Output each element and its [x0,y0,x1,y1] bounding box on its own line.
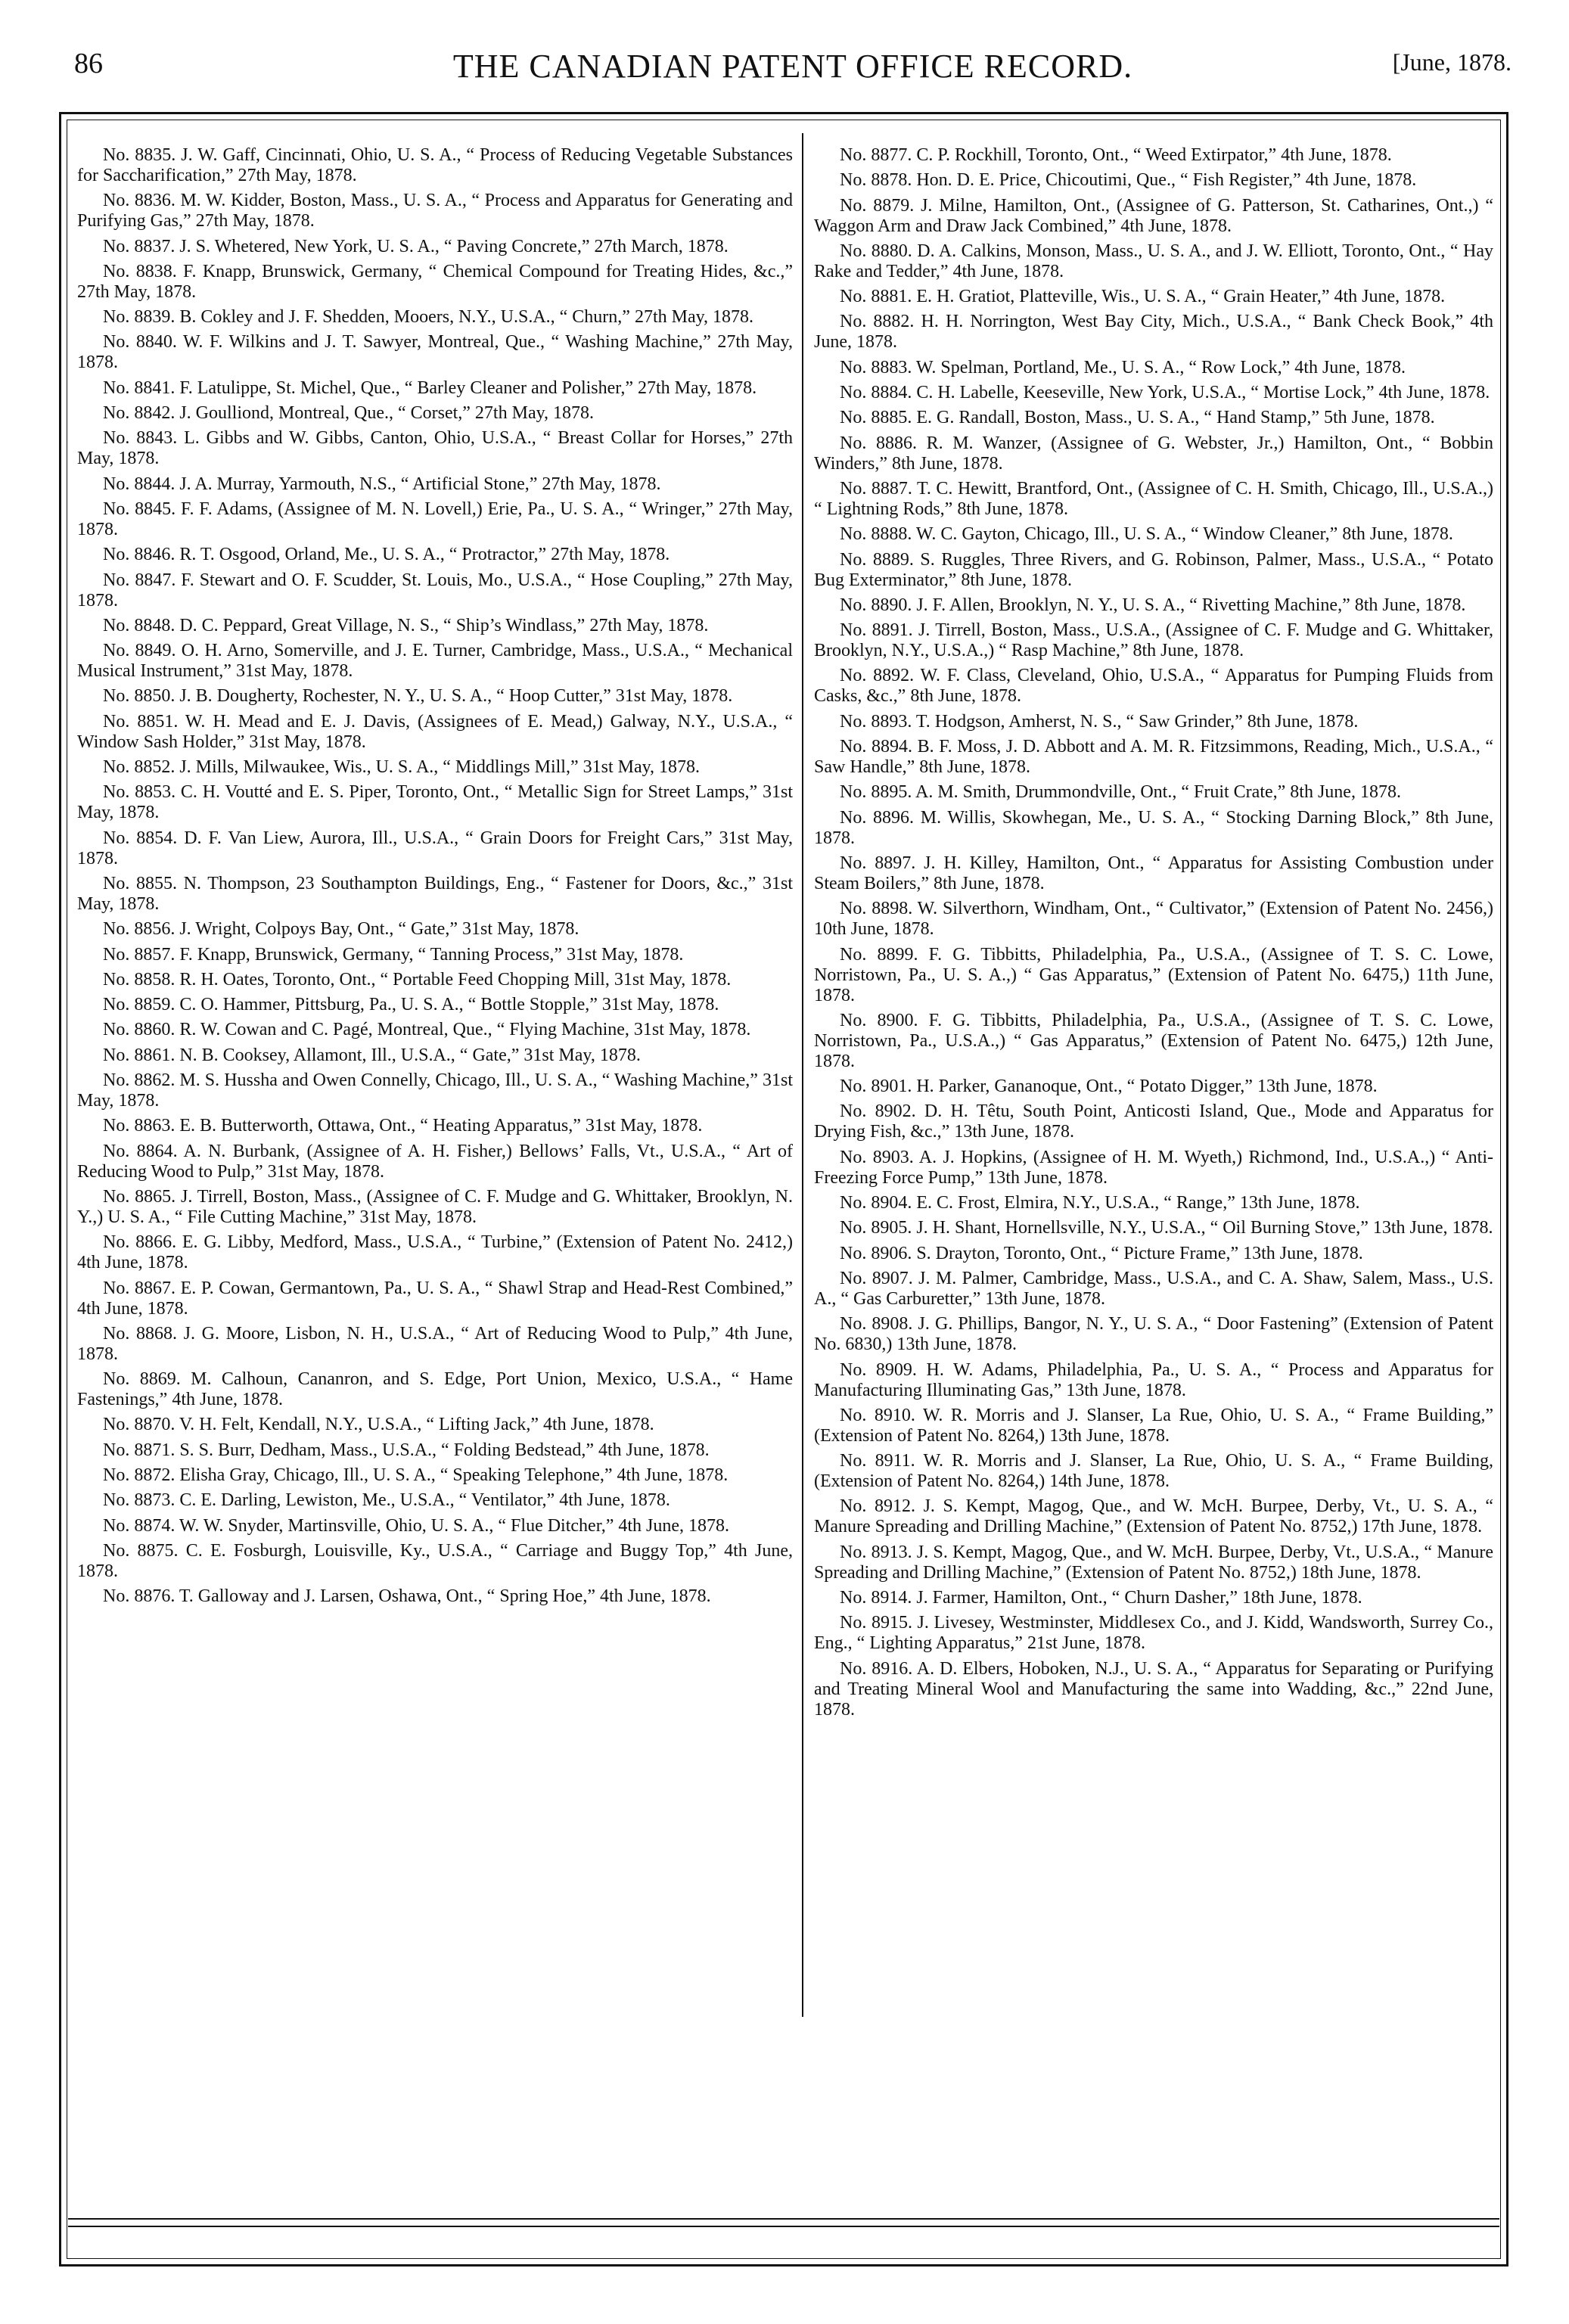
patent-entry: No. 8913. J. S. Kempt, Magog, Que., and W. McH. Burpee, Derby, Vt., U.S.A., “ Manure Spreading and Drilling Machine,” (Extension of Patent No. 8752,) 18th June, 1878. [814,1542,1493,1583]
patent-entry: No. 8887. T. C. Hewitt, Brantford, Ont., (Assignee of C. H. Smith, Chicago, Ill., U.S.A.,) “ Lightning Rods,” 8th June, 1878. [814,478,1493,519]
patent-entry: No. 8837. J. S. Whetered, New York, U. S. A., “ Paving Concrete,” 27th March, 1878. [103,236,729,256]
patent-entry: No. 8897. J. H. Killey, Hamilton, Ont., “ Apparatus for Assisting Combustion under Steam Boilers,” 8th June, 1878. [814,853,1493,893]
bottom-rule [68,2218,1499,2220]
patent-entry: No. 8910. W. R. Morris and J. Slanser, La Rue, Ohio, U. S. A., “ Frame Building,” (Extension of Patent No. 8264,) 13th June, 1878. [814,1405,1493,1446]
patent-entry: No. 8885. E. G. Randall, Boston, Mass., U. S. A., “ Hand Stamp,” 5th June, 1878. [840,408,1435,428]
patent-entry: No. 8882. H. H. Norrington, West Bay City, Mich., U.S.A., “ Bank Check Book,” 4th June, 1878. [814,312,1493,353]
patent-entry: No. 8855. N. Thompson, 23 Southampton Buildings, Eng., “ Fastener for Doors, &c.,” 31st May, 1878. [77,873,793,914]
patent-entry: No. 8868. J. G. Moore, Lisbon, N. H., U.S.A., “ Art of Reducing Wood to Pulp,” 4th June, 1878. [77,1323,793,1364]
patent-entry: No. 8862. M. S. Hussha and Owen Connelly, Chicago, Ill., U. S. A., “ Washing Machine,” 31st May, 1878. [77,1070,793,1111]
patent-entry: No. 8860. R. W. Cowan and C. Pagé, Montreal, Que., “ Flying Machine, 31st May, 1878. [103,1020,751,1040]
patent-entry: No. 8891. J. Tirrell, Boston, Mass., U.S.A., (Assignee of C. F. Mudge and G. Whittaker, Brooklyn, N.Y., U.S.A.,) “ Rasp Machine,” 8th June, 1878. [814,620,1493,661]
patent-entry: No. 8914. J. Farmer, Hamilton, Ont., “ Churn Dasher,” 18th June, 1878. [840,1587,1362,1608]
patent-entry: No. 8909. H. W. Adams, Philadelphia, Pa., U. S. A., “ Process and Apparatus for Manufacturing Illuminating Gas,” 13th June, 1878. [814,1359,1493,1400]
patent-entry: No. 8901. H. Parker, Gananoque, Ont., “ Potato Digger,” 13th June, 1878. [840,1077,1378,1097]
patent-entry: No. 8856. J. Wright, Colpoys Bay, Ont., “ Gate,” 31st May, 1878. [103,919,579,940]
patent-entry: No. 8852. J. Mills, Milwaukee, Wis., U. S. A., “ Middlings Mill,” 31st May, 1878. [103,757,701,778]
patent-entry: No. 8877. C. P. Rockhill, Toronto, Ont., “ Weed Extirpator,” 4th June, 1878. [840,145,1392,165]
patent-entry: No. 8874. W. W. Snyder, Martinsville, Ohio, U. S. A., “ Flue Ditcher,” 4th June, 1878. [103,1515,730,1536]
patent-entry: No. 8892. W. F. Class, Cleveland, Ohio, U.S.A., “ Apparatus for Pumping Fluids from Casks, &c.,” 8th June, 1878. [814,666,1493,707]
patent-entry: No. 8884. C. H. Labelle, Keeseville, New York, U.S.A., “ Mortise Lock,” 4th June, 1878. [840,383,1490,403]
patent-entry: No. 8870. V. H. Felt, Kendall, N.Y., U.S.A., “ Lifting Jack,” 4th June, 1878. [103,1415,654,1435]
patent-entry: No. 8864. A. N. Burbank, (Assignee of A. H. Fisher,) Bellows’ Falls, Vt., U.S.A., “ Art of Reducing Wood to Pulp,” 31st May, 1878. [77,1141,793,1182]
patent-entry: No. 8857. F. Knapp, Brunswick, Germany, “ Tanning Process,” 31st May, 1878. [103,944,684,965]
bottom-rule [68,2226,1499,2227]
patent-entry: No. 8902. D. H. Têtu, South Point, Anticosti Island, Que., Mode and Apparatus for Drying Fish, &c.,” 13th June, 1878. [814,1101,1493,1142]
patent-entry: No. 8916. A. D. Elbers, Hoboken, N.J., U. S. A., “ Apparatus for Separating or Purifying and Treating Mineral Wool and Manufacturing the same into Wadding, &c.,” 22nd June, 1878. [814,1658,1493,1720]
patent-entry: No. 8889. S. Ruggles, Three Rivers, and G. Robinson, Palmer, Mass., U.S.A., “ Potato Bug Exterminator,” 8th June, 1878. [814,549,1493,590]
patent-entry: No. 8888. W. C. Gayton, Chicago, Ill., U. S. A., “ Window Cleaner,” 8th June, 1878. [840,524,1453,545]
patent-entry: No. 8845. F. F. Adams, (Assignee of M. N. Lovell,) Erie, Pa., U. S. A., “ Wringer,” 27th May, 1878. [77,499,793,539]
patent-entry: No. 8850. J. B. Dougherty, Rochester, N. Y., U. S. A., “ Hoop Cutter,” 31st May, 1878. [103,686,733,707]
patent-entry: No. 8905. J. H. Shant, Hornellsville, N.Y., U.S.A., “ Oil Burning Stove,” 13th June, 1878. [840,1218,1493,1238]
patent-entry: No. 8886. R. M. Wanzer, (Assignee of G. Webster, Jr.,) Hamilton, Ont., “ Bobbin Winders,” 8th June, 1878. [814,433,1493,474]
page-header [74,47,1512,100]
patent-entry: No. 8866. E. G. Libby, Medford, Mass., U.S.A., “ Turbine,” (Extension of Patent No. 2412,) 4th June, 1878. [77,1232,793,1273]
patent-entry: No. 8842. J. Goulliond, Montreal, Que., “ Corset,” 27th May, 1878. [103,403,595,424]
patent-entry: No. 8844. J. A. Murray, Yarmouth, N.S., “ Artificial Stone,” 27th May, 1878. [103,474,661,494]
patent-entry: No. 8851. W. H. Mead and E. J. Davis, (Assignees of E. Mead,) Galway, N.Y., U.S.A., “ Window Sash Holder,” 31st May, 1878. [77,711,793,752]
patent-entry: No. 8838. F. Knapp, Brunswick, Germany, “ Chemical Compound for Treating Hides, &c.,” 27th May, 1878. [77,261,793,302]
patent-entry: No. 8915. J. Livesey, Westminster, Middlesex Co., and J. Kidd, Wandsworth, Surrey Co., Eng., “ Lighting Apparatus,” 21st June, 1878. [814,1613,1493,1654]
patent-entry: No. 8846. R. T. Osgood, Orland, Me., U. S. A., “ Protractor,” 27th May, 1878. [103,545,670,565]
patent-entry: No. 8835. J. W. Gaff, Cincinnati, Ohio, U. S. A., “ Process of Reducing Vegetable Substances for Saccharification,” 27th May, 1878. [77,145,793,185]
patent-entry: No. 8900. F. G. Tibbitts, Philadelphia, Pa., U.S.A., (Assignee of T. S. C. Lowe, Norristown, Pa., U.S.A.,) “ Gas Apparatus,” (Extension of Patent No. 6475,) 12th June, 1878. [814,1010,1493,1071]
patent-entry: No. 8858. R. H. Oates, Toronto, Ont., “ Portable Feed Chopping Mill, 31st May, 1878. [103,969,732,990]
patent-entry: No. 8883. W. Spelman, Portland, Me., U. S. A., “ Row Lock,” 4th June, 1878. [840,357,1406,377]
patent-entry: No. 8847. F. Stewart and O. F. Scudder, St. Louis, Mo., U.S.A., “ Hose Coupling,” 27th May, 1878. [77,570,793,611]
issue-date: [June, 1878. [1392,48,1512,76]
patent-entry: No. 8843. L. Gibbs and W. Gibbs, Canton, Ohio, U.S.A., “ Breast Collar for Horses,” 27th May, 1878. [77,428,793,469]
patent-entry: No. 8840. W. F. Wilkins and J. T. Sawyer, Montreal, Que., “ Washing Machine,” 27th May, 1878. [77,332,793,373]
right-column [814,145,1493,1725]
patent-entry: No. 8912. J. S. Kempt, Magog, Que., and W. McH. Burpee, Derby, Vt., U. S. A., “ Manure Spreading and Drilling Machine,” (Extension of Patent No. 8752,) 17th June, 1878. [814,1496,1493,1537]
patent-entry: No. 8839. B. Cokley and J. F. Shedden, Mooers, N.Y., U.S.A., “ Churn,” 27th May, 1878. [103,307,754,328]
column-divider [802,133,803,2017]
patent-entry: No. 8880. D. A. Calkins, Monson, Mass., U. S. A., and J. W. Elliott, Toronto, Ont., “ Hay Rake and Tedder,” 4th June, 1878. [814,241,1493,281]
patent-entry: No. 8841. F. Latulippe, St. Michel, Que., “ Barley Cleaner and Polisher,” 27th May, 1878. [103,377,757,398]
patent-entry: No. 8895. A. M. Smith, Drummondville, Ont., “ Fruit Crate,” 8th June, 1878. [840,782,1401,803]
patent-entry: No. 8881. E. H. Gratiot, Platteville, Wis., U. S. A., “ Grain Heater,” 4th June, 1878. [840,287,1446,307]
patent-entry: No. 8896. M. Willis, Skowhegan, Me., U. S. A., “ Stocking Darning Block,” 8th June, 1878. [814,807,1493,848]
patent-entry: No. 8859. C. O. Hammer, Pittsburg, Pa., U. S. A., “ Bottle Stopple,” 31st May, 1878. [103,995,719,1015]
patent-entry: No. 8903. A. J. Hopkins, (Assignee of H. M. Wyeth,) Richmond, Ind., U.S.A.,) “ Anti-Freezing Force Pump,” 13th June, 1878. [814,1147,1493,1188]
patent-entry: No. 8854. D. F. Van Liew, Aurora, Ill., U.S.A., “ Grain Doors for Freight Cars,” 31st May, 1878. [77,828,793,868]
patent-entry: No. 8869. M. Calhoun, Cananron, and S. Edge, Port Union, Mexico, U.S.A., “ Hame Fastenings,” 4th June, 1878. [77,1369,793,1410]
patent-entry: No. 8872. Elisha Gray, Chicago, Ill., U. S. A., “ Speaking Telephone,” 4th June, 1878. [103,1465,729,1485]
patent-entry: No. 8911. W. R. Morris and J. Slanser, La Rue, Ohio, U. S. A., “ Frame Building, (Extension of Patent No. 8264,) 14th June, 1878. [814,1451,1493,1492]
patent-entry: No. 8899. F. G. Tibbitts, Philadelphia, Pa., U.S.A., (Assignee of T. S. C. Lowe, Norristown, Pa., U. S. A.,) “ Gas Apparatus,” (Extension of Patent No. 6475,) 11th June, 1878. [814,944,1493,1005]
patent-entry: No. 8861. N. B. Cooksey, Allamont, Ill., U.S.A., “ Gate,” 31st May, 1878. [103,1045,641,1065]
patent-entry: No. 8878. Hon. D. E. Price, Chicoutimi, Que., “ Fish Register,” 4th June, 1878. [840,170,1417,191]
page-number: 86 [74,48,103,79]
patent-entry: No. 8853. C. H. Voutté and E. S. Piper, Toronto, Ont., “ Metallic Sign for Street Lamps,” 31st May, 1878. [77,782,793,823]
patent-entry: No. 8904. E. C. Frost, Elmira, N.Y., U.S.A., “ Range,” 13th June, 1878. [840,1193,1360,1213]
patent-entry: No. 8879. J. Milne, Hamilton, Ont., (Assignee of G. Patterson, St. Catharines, Ont.,) “ Waggon Arm and Draw Jack Combined,” 4th June, 1878. [814,195,1493,236]
left-column [77,145,793,1611]
patent-entry: No. 8894. B. F. Moss, J. D. Abbott and A. M. R. Fitzsimmons, Reading, Mich., U.S.A., “ Saw Handle,” 8th June, 1878. [814,737,1493,778]
patent-entry: No. 8907. J. M. Palmer, Cambridge, Mass., U.S.A., and C. A. Shaw, Salem, Mass., U.S. A., “ Gas Carburetter,” 13th June, 1878. [814,1268,1493,1309]
patent-entry: No. 8849. O. H. Arno, Somerville, and J. E. Turner, Cambridge, Mass., U.S.A., “ Mechanical Musical Instrument,” 31st May, 1878. [77,641,793,682]
patent-entry: No. 8873. C. E. Darling, Lewiston, Me., U.S.A., “ Ventilator,” 4th June, 1878. [103,1490,670,1511]
running-title: THE CANADIAN PATENT OFFICE RECORD. [452,48,1133,85]
patent-entry: No. 8867. E. P. Cowan, Germantown, Pa., U. S. A., “ Shawl Strap and Head-Rest Combined,” 4th June, 1878. [77,1278,793,1319]
patent-entry: No. 8871. S. S. Burr, Dedham, Mass., U.S.A., “ Folding Bedstead,” 4th June, 1878. [103,1440,710,1460]
patent-entry: No. 8908. J. G. Phillips, Bangor, N. Y., U. S. A., “ Door Fastening” (Extension of Patent No. 6830,) 13th June, 1878. [814,1314,1493,1355]
patent-entry: No. 8906. S. Drayton, Toronto, Ont., “ Picture Frame,” 13th June, 1878. [840,1243,1363,1263]
patent-entry: No. 8876. T. Galloway and J. Larsen, Oshawa, Ont., “ Spring Hoe,” 4th June, 1878. [103,1586,711,1607]
patent-entry: No. 8898. W. Silverthorn, Windham, Ont., “ Cultivator,” (Extension of Patent No. 2456,) 10th June, 1878. [814,899,1493,940]
patent-entry: No. 8893. T. Hodgson, Amherst, N. S., “ Saw Grinder,” 8th June, 1878. [840,711,1359,732]
patent-entry: No. 8890. J. F. Allen, Brooklyn, N. Y., U. S. A., “ Rivetting Machine,” 8th June, 1878. [840,595,1466,615]
patent-entry: No. 8848. D. C. Peppard, Great Village, N. S., “ Ship’s Windlass,” 27th May, 1878. [103,615,709,635]
patent-entry: No. 8863. E. B. Butterworth, Ottawa, Ont., “ Heating Apparatus,” 31st May, 1878. [103,1116,703,1136]
patent-entry: No. 8836. M. W. Kidder, Boston, Mass., U. S. A., “ Process and Apparatus for Generating and Purifying Gas,” 27th May, 1878. [77,191,793,231]
patent-entry: No. 8865. J. Tirrell, Boston, Mass., (Assignee of C. F. Mudge and G. Whittaker, Brooklyn, N. Y.,) U. S. A., “ File Cutting Machine,” 31st May, 1878. [77,1186,793,1227]
patent-entry: No. 8875. C. E. Fosburgh, Louisville, Ky., U.S.A., “ Carriage and Buggy Top,” 4th June, 1878. [77,1540,793,1581]
